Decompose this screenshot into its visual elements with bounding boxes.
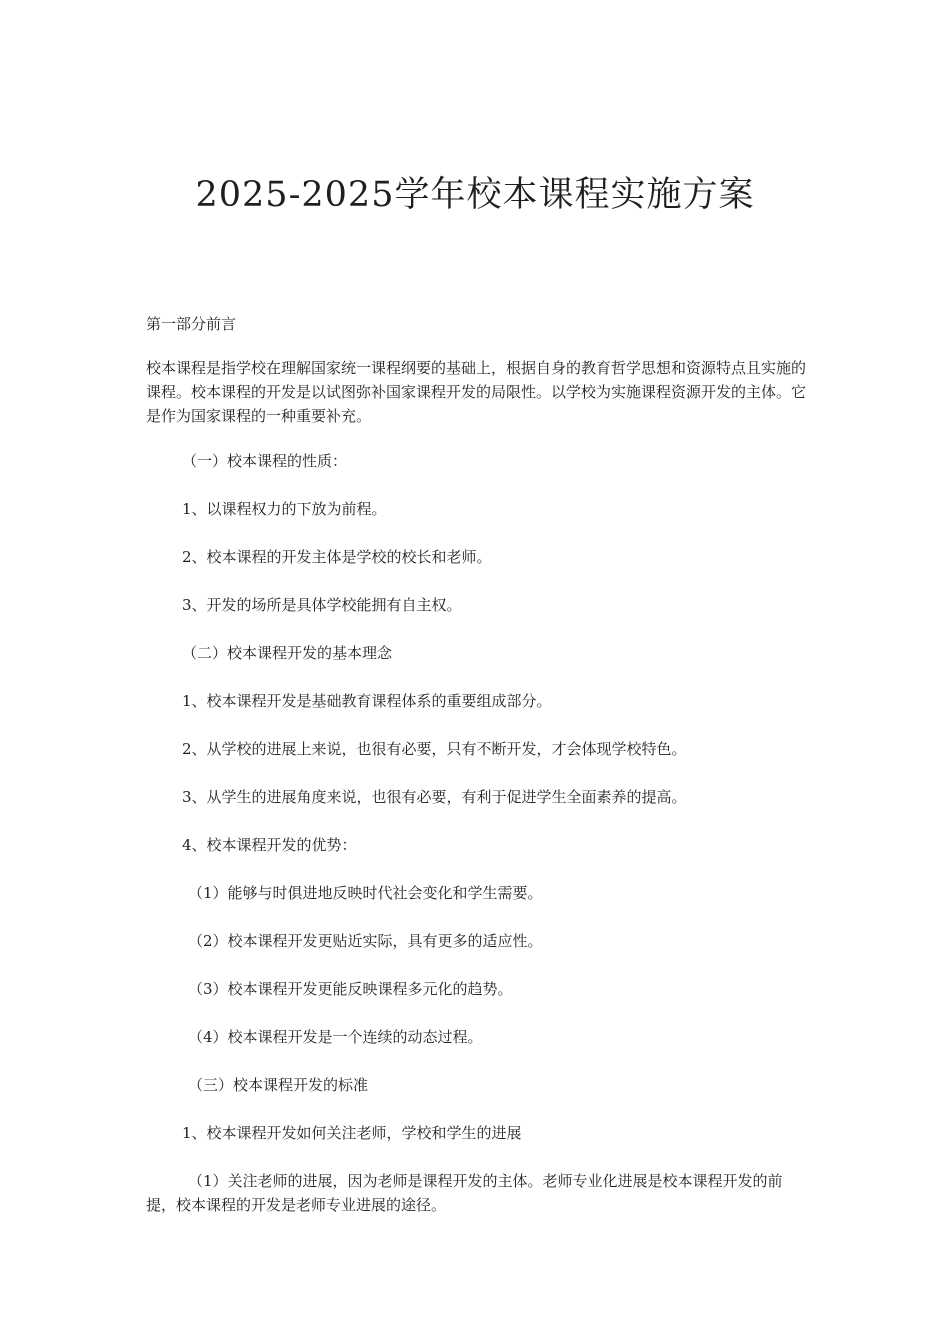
paragraph-5: （二）校本课程开发的基本理念 bbox=[182, 644, 393, 662]
paragraph-13: （4）校本课程开发是一个连续的动态过程。 bbox=[188, 1028, 483, 1046]
paragraph-15: 1、校本课程开发如何关注老师，学校和学生的进展 bbox=[182, 1124, 522, 1142]
paragraph-8: 3、从学生的进展角度来说，也很有必要，有利于促进学生全面素养的提高。 bbox=[182, 788, 687, 806]
section-heading: 第一部分前言 bbox=[146, 315, 237, 333]
paragraph-10: （1）能够与时俱进地反映时代社会变化和学生需要。 bbox=[188, 884, 543, 902]
paragraph-4: 3、开发的场所是具体学校能拥有自主权。 bbox=[182, 596, 462, 614]
paragraph-2: 1、以课程权力的下放为前程。 bbox=[182, 500, 387, 518]
paragraph-9: 4、校本课程开发的优势： bbox=[182, 836, 357, 854]
paragraph-6: 1、校本课程开发是基础教育课程体系的重要组成部分。 bbox=[182, 692, 552, 710]
paragraph-11: （2）校本课程开发更贴近实际，具有更多的适应性。 bbox=[188, 932, 543, 950]
paragraph-12: （3）校本课程开发更能反映课程多元化的趋势。 bbox=[188, 980, 513, 998]
paragraph-7: 2、从学校的进展上来说，也很有必要，只有不断开发，才会体现学校特色。 bbox=[182, 740, 687, 758]
paragraph-14: （三）校本课程开发的标准 bbox=[188, 1076, 369, 1094]
intro-paragraph: 校本课程是指学校在理解国家统一课程纲要的基础上，根据自身的教育哲学思想和资源特点且实施的课程。校本课程的开发是以试图弥补国家课程开发的局限性。以学校为实施课程资源开发的主体。它是作为国家课程的一种重要补充。 bbox=[146, 359, 807, 425]
document-title: 2025-2025学年校本课程实施方案 bbox=[195, 175, 755, 215]
paragraph-1: （一）校本课程的性质： bbox=[182, 452, 348, 470]
paragraph-3: 2、校本课程的开发主体是学校的校长和老师。 bbox=[182, 548, 492, 566]
paragraph-16: （1）关注老师的进展，因为老师是课程开发的主体。老师专业化进展是校本课程开发的前提，校本课程的开发是老师专业进展的途径。 bbox=[146, 1172, 783, 1214]
